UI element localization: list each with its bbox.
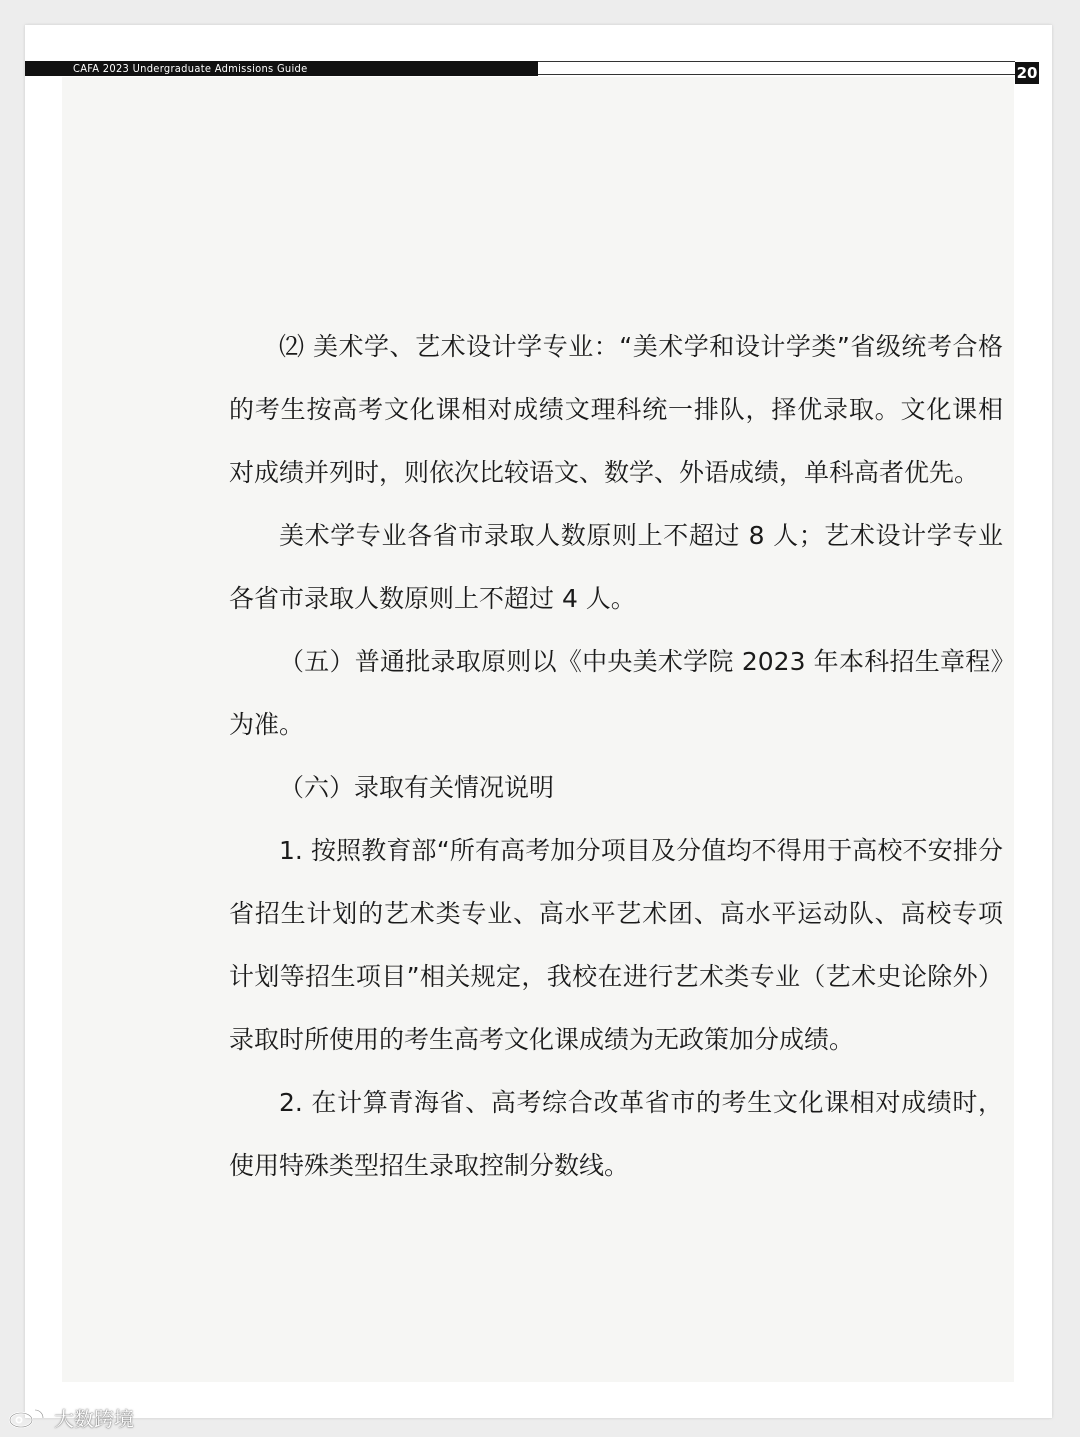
header-rule-bottom xyxy=(538,74,1015,75)
document-page xyxy=(25,25,1052,1418)
paragraph-quota: 美术学专业各省市录取人数原则上不超过 8 人；艺术设计学专业各省市录取人数原则上不超过 4 人。 xyxy=(229,521,1003,613)
paragraph-section-six-heading: （六）录取有关情况说明 xyxy=(279,773,555,802)
paragraph-admission-art-design: ⑵ 美术学、艺术设计学专业：“美术学和设计学类”省级统考合格的考生按高考文化课相对成绩文理科统一排队，择优录取。文化课相对成绩并列时，则依次比较语文、数学、外语成绩，单科高者优先。 xyxy=(229,332,1003,487)
weibo-logo-icon xyxy=(8,1405,48,1429)
header-title: CAFA 2023 Undergraduate Admissions Guide xyxy=(73,62,308,75)
running-header xyxy=(25,61,538,76)
watermark-text: 大数跨境 xyxy=(54,1406,134,1431)
paragraph-item-1: 1. 按照教育部“所有高考加分项目及分值均不得用于高校不安排分省招生计划的艺术类专业、高水平艺术团、高水平运动队、高校专项计划等招生项目”相关规定，我校在进行艺术类专业（艺术史论除外）录取时所使用的考生高考文化课成绩为无政策加分成绩。 xyxy=(229,836,1003,1054)
header-rule-top xyxy=(538,61,1015,62)
watermark xyxy=(8,1403,134,1431)
page-number: 20 xyxy=(1016,64,1038,82)
paragraph-section-five: （五）普通批录取原则以《中央美术学院 2023 年本科招生章程》为准。 xyxy=(229,647,1003,739)
body-text xyxy=(229,315,1003,1197)
paragraph-item-2: 2. 在计算青海省、高考综合改革省市的考生文化课相对成绩时，使用特殊类型招生录取控制分数线。 xyxy=(229,1088,1003,1180)
